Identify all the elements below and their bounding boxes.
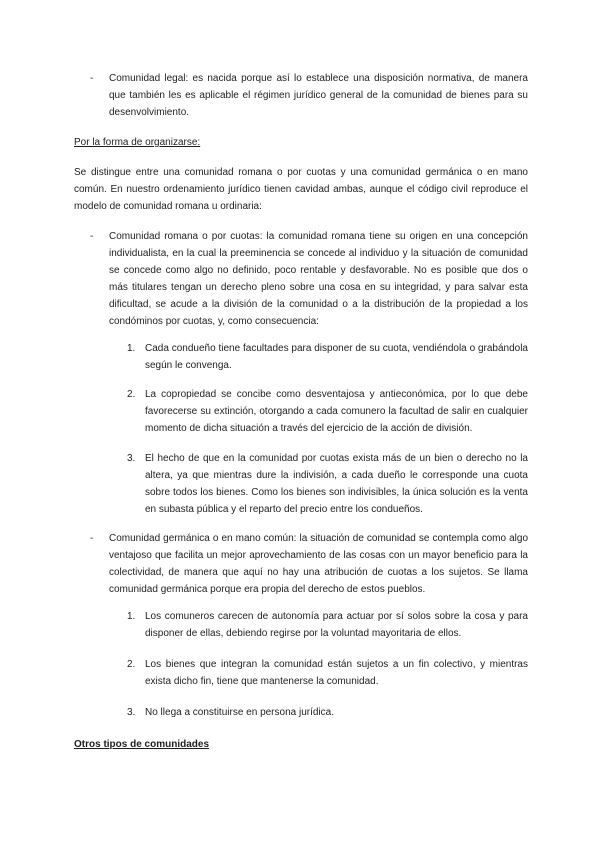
romana-item-2: La copropiedad se concibe como desventajosa y antieconómica, por lo que debe favorecerse su extinción, otorgando a cada comunero la facultad de salir en cualquier momento de dicha situación a través del ejercicio de la acción de división. (145, 389, 528, 434)
section-heading-otros: Otros tipos de comunidades (74, 739, 210, 750)
section-paragraph: Se distingue entre una comunidad romana o por cuotas y una comunidad germánica o en mano común. En nuestro ordenamiento jurídico tienen cavidad ambas, aunque el código civil reproduce el modelo de comunidad romana u ordinaria: (74, 167, 528, 212)
list-number: 1. (127, 343, 136, 354)
intro-bullet-text: Comunidad legal: es nacida porque así lo establece una disposición normativa, de manera que también les es aplicable el régimen jurídico general de la comunidad de bienes para su desenvolvimiento. (109, 73, 528, 118)
list-number: 1. (127, 611, 136, 622)
romana-item-3: El hecho de que en la comunidad por cuotas exista más de un bien o derecho no la altera, ya que mientras dure la indivisión, a cada dueño le corresponde una cuota sobre todos los bienes. Como los bienes son indivisibles, la única solución es la venta en subasta pública y el reparto del precio entre los condueños. (145, 453, 528, 515)
bullet-marker: - (90, 533, 94, 544)
romana-bullet-text: Comunidad romana o por cuotas: la comunidad romana tiene su origen en una concepción individualista, en la cual la preeminencia se concede al individuo y la situación de comunidad se concede como algo no definido, poco rentable y desfavorable. No es posible que dos o más titulares tengan un derecho pleno sobre una cosa en su integridad, y para salvar esta dificultad, se acude a la división de la comunidad o a la distribución de la propiedad a los condóminos por cuotas, y, como consecuencia: (109, 231, 528, 327)
list-number: 2. (127, 659, 136, 670)
germanica-item-2: Los bienes que integran la comunidad están sujetos a un fin colectivo, y mientras exista dicho fin, tiene que mantenerse la comunidad. (145, 659, 528, 687)
bullet-marker: - (90, 231, 94, 242)
germanica-bullet-text: Comunidad germánica o en mano común: la situación de comunidad se contempla como algo ventajoso que facilita un mejor aprovechamiento de las cosas con un mayor beneficio para la colectividad, de manera que aquí no hay una atribución de cuotas a los sujetos. Se llama comunidad germánica porque era propia del derecho de estos pueblos. (109, 533, 528, 595)
romana-item-1: Cada condueño tiene facultades para disponer de su cuota, vendiéndola o grabándola según le convenga. (145, 343, 528, 371)
germanica-item-3: No llega a constituirse en persona jurídica. (145, 707, 334, 718)
section-heading-organizarse: Por la forma de organizarse: (74, 137, 201, 148)
bullet-marker: - (90, 73, 94, 84)
germanica-item-1: Los comuneros carecen de autonomía para actuar por sí solos sobre la cosa y para disponer de ellas, debiendo regirse por la voluntad mayoritaria de ellos. (145, 611, 528, 639)
list-number: 2. (127, 389, 136, 400)
list-number: 3. (127, 707, 136, 718)
list-number: 3. (127, 453, 136, 464)
